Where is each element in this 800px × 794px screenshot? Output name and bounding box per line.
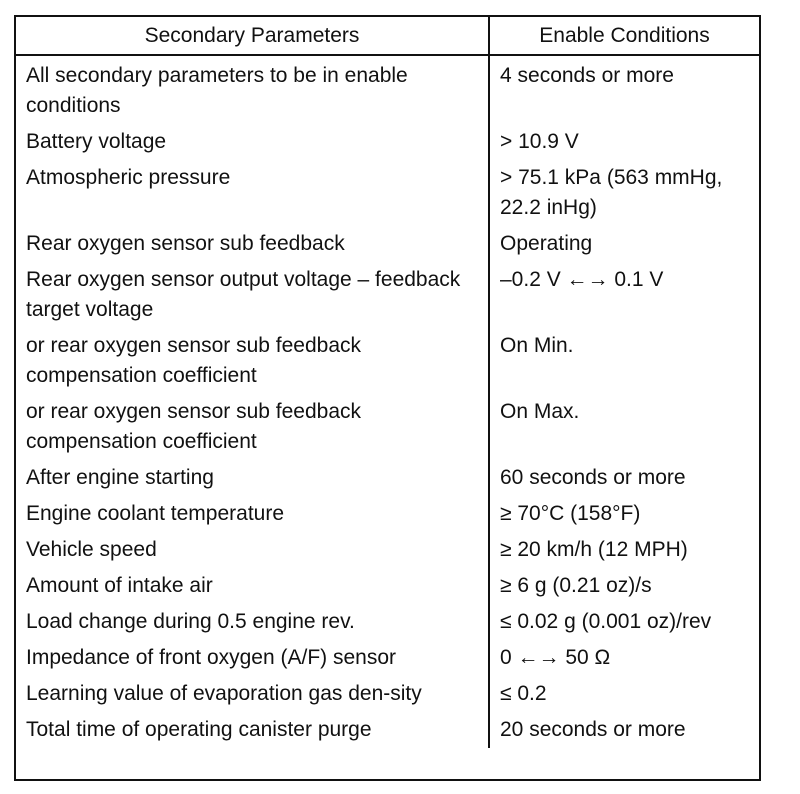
- parameter-cell: Impedance of front oxygen (A/F) sensor: [16, 640, 489, 676]
- parameter-cell: Engine coolant temperature: [16, 496, 489, 532]
- parameter-cell: Vehicle speed: [16, 532, 489, 568]
- condition-cell: ≤ 0.2: [500, 682, 547, 705]
- table-row: [16, 328, 759, 394]
- condition-cell: On Min.: [500, 334, 574, 357]
- parameter-cell: or rear oxygen sensor sub feedback compensation coefficient: [16, 328, 489, 394]
- table-row: [16, 532, 759, 568]
- parameter-cell: or rear oxygen sensor sub feedback compensation coefficient: [16, 394, 489, 460]
- parameter-cell: Rear oxygen sensor output voltage – feedback target voltage: [16, 262, 489, 328]
- condition-cell: –0.2 V ←→ 0.1 V: [500, 268, 664, 291]
- condition-cell: 20 seconds or more: [500, 718, 686, 741]
- table-row: [16, 568, 759, 604]
- table-row: [16, 640, 759, 676]
- table-row: [16, 460, 759, 496]
- secondary-parameters-table: [16, 17, 759, 748]
- parameter-cell: Total time of operating canister purge: [16, 712, 489, 748]
- table-row: [16, 394, 759, 460]
- condition-cell: ≤ 0.02 g (0.001 oz)/rev: [500, 610, 712, 633]
- table-row: [16, 262, 759, 328]
- condition-cell: ≥ 20 km/h (12 MPH): [500, 538, 688, 561]
- condition-cell: > 75.1 kPa (563 mmHg, 22.2 inHg): [500, 166, 723, 219]
- table-row: [16, 226, 759, 262]
- parameter-cell: Learning value of evaporation gas den-sity: [16, 676, 489, 712]
- parameter-cell: Amount of intake air: [16, 568, 489, 604]
- table-row: [16, 55, 759, 124]
- table-row: [16, 496, 759, 532]
- condition-cell: 0 ←→ 50 Ω: [500, 646, 611, 669]
- condition-cell: ≥ 70°C (158°F): [500, 502, 641, 525]
- header-secondary-parameters: Secondary Parameters: [16, 17, 489, 55]
- table-row: [16, 160, 759, 226]
- condition-cell: 4 seconds or more: [500, 64, 674, 87]
- condition-cell: > 10.9 V: [500, 130, 579, 153]
- table-header-row: [16, 17, 759, 55]
- condition-cell: Operating: [500, 232, 593, 255]
- parameter-cell: Atmospheric pressure: [16, 160, 489, 226]
- condition-cell: 60 seconds or more: [500, 466, 686, 489]
- parameter-cell: After engine starting: [16, 460, 489, 496]
- table-row: [16, 124, 759, 160]
- table-row: [16, 604, 759, 640]
- condition-cell: On Max.: [500, 400, 580, 423]
- parameter-cell: Rear oxygen sensor sub feedback: [16, 226, 489, 262]
- table-row: [16, 712, 759, 748]
- parameter-cell: All secondary parameters to be in enable conditions: [16, 55, 489, 124]
- parameter-cell: Battery voltage: [16, 124, 489, 160]
- parameters-table-frame: [14, 15, 761, 781]
- header-enable-conditions: Enable Conditions: [489, 17, 759, 55]
- parameter-cell: Load change during 0.5 engine rev.: [16, 604, 489, 640]
- condition-cell: ≥ 6 g (0.21 oz)/s: [500, 574, 652, 597]
- table-row: [16, 676, 759, 712]
